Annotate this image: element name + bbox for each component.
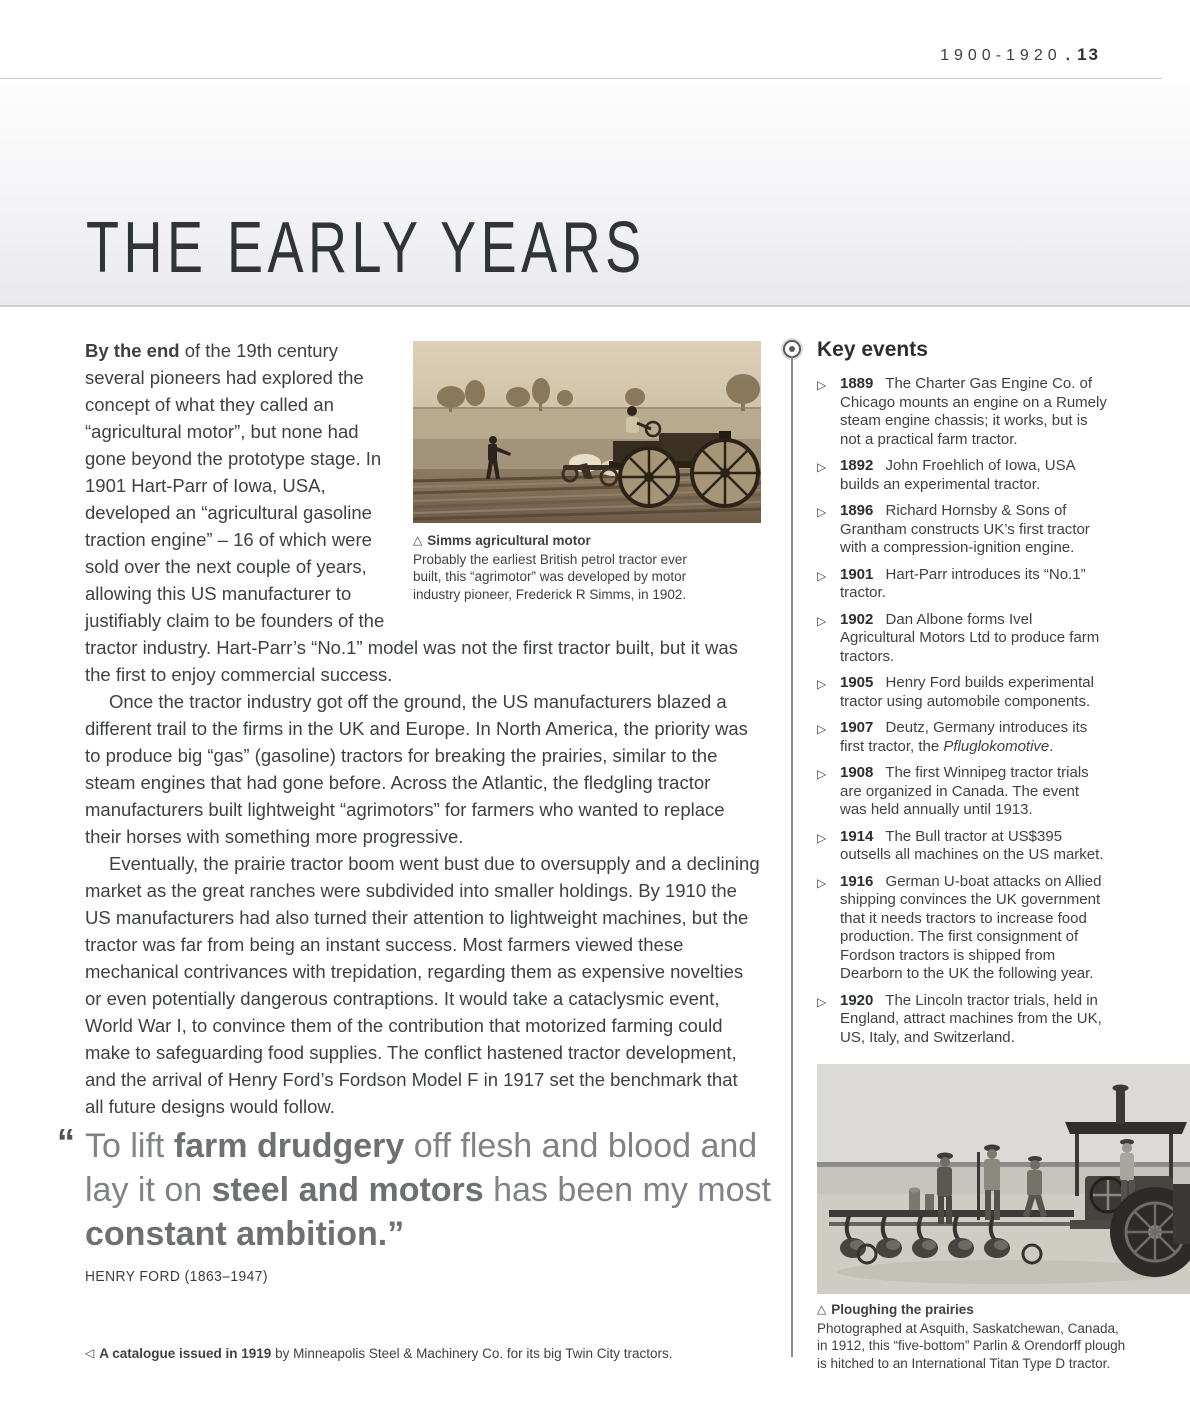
- ploughing-prairies-photo: [817, 1064, 1190, 1294]
- paragraph-3: Eventually, the prairie tractor boom went bust due to oversupply and a declining market as the great ranches were subdivided into smaller holdings. By 1910 the US manufacturers had also turned their attention to lightweight machines, but the tractor was far from being an instant success. Most farmers viewed these mechanical contrivances with trepidation, regarding them as expensive novelties or even potentially dangerous contraptions. It would take a cataclysmic event, World War I, to convince them of the contribution that motorized farming could make to safeguarding food supplies. The conflict hastened tractor development, and the arrival of Henry Ford’s Fordson Model F in 1917 set the benchmark that all future designs would follow.: [85, 853, 760, 1117]
- key-event-year: 1914: [840, 827, 874, 845]
- key-event-item: [817, 764, 1109, 820]
- simms-photo-caption: [413, 532, 695, 603]
- key-event-year: 1907: [840, 719, 874, 736]
- pull-quote: [57, 1121, 805, 1286]
- right-triangle-bullet-icon: ▷: [817, 378, 827, 392]
- right-triangle-bullet-icon: ▷: [817, 767, 827, 781]
- key-event-text: The Bull tractor at US$395 outsells all machines on the US market.: [840, 827, 1104, 863]
- quote-segment: To lift: [85, 1127, 174, 1165]
- key-event-item: [817, 566, 1109, 603]
- key-event-item: [817, 992, 1109, 1048]
- simms-photo-figure: [413, 341, 761, 603]
- key-event-year: 1908: [840, 764, 874, 781]
- right-triangle-bullet-icon: ▷: [817, 613, 827, 628]
- key-event-item: [817, 674, 1109, 711]
- key-event-item: [817, 873, 1109, 984]
- quote-segment-bold: constant ambition.”: [85, 1215, 405, 1253]
- key-events-list: [817, 375, 1109, 1055]
- key-event-item: [817, 828, 1109, 865]
- quote-segment: off flesh and blood and lay it on: [85, 1127, 758, 1209]
- key-event-year: 1920: [840, 991, 874, 1009]
- key-event-text: The Lincoln tractor trials, held in England, attract machines from the UK, US, Italy, and Switzerland.: [840, 991, 1102, 1046]
- footnote-bold: A catalogue issued in 1919: [99, 1346, 272, 1361]
- right-triangle-bullet-icon: ▷: [817, 722, 827, 736]
- quote-segment-bold: steel and motors: [211, 1171, 484, 1209]
- key-event-text: Richard Hornsby & Sons of Grantham constructs UK’s first tractor with a compression-ignition engine.: [840, 502, 1090, 556]
- key-event-text: Dan Albone forms Ivel Agricultural Motors Ltd to produce farm tractors.: [840, 610, 1100, 665]
- key-events-heading: Key events: [817, 338, 928, 361]
- page-number: 13: [1077, 45, 1100, 64]
- key-event-text: Henry Ford builds experimental tractor using automobile components.: [840, 674, 1094, 710]
- quote-text: [57, 1121, 805, 1256]
- key-event-item: [817, 457, 1109, 494]
- right-triangle-bullet-icon: ▷: [817, 505, 827, 519]
- key-event-text: German U-boat attacks on Allied shipping convinces the UK government that it needs tractors to increase food production. The first consignment of Fordson tractors is shipped from Dearborn to the UK the following year.: [840, 872, 1102, 982]
- key-event-text: Deutz, Germany introduces its first tractor, the Pfluglokomotive.: [840, 719, 1088, 755]
- key-event-year: 1905: [840, 674, 874, 691]
- caption-body: Probably the earliest British petrol tractor ever built, this “agrimotor” was developed by motor industry pioneer, Frederick R Simms, in 1902.: [413, 551, 687, 602]
- key-event-year: 1889: [840, 375, 874, 392]
- footnote-caption: [85, 1346, 705, 1361]
- key-event-text: John Froehlich of Iowa, USA builds an experimental tractor.: [840, 457, 1075, 493]
- header-separator: .: [1065, 47, 1071, 64]
- right-triangle-bullet-icon: ▷: [817, 875, 827, 890]
- right-triangle-bullet-icon: ▷: [817, 677, 827, 691]
- key-event-item: [817, 502, 1109, 558]
- quote-attribution: HENRY FORD (1863–1947): [85, 1268, 268, 1285]
- caption-body: Photographed at Asquith, Saskatchewan, Canada, in 1912, this “five-bottom” Parlin & Orendorff plough is hitched to an International Titan Type D tractor.: [817, 1320, 1126, 1371]
- paragraph-1-rest: of the 19th century several pioneers had explored the concept of what they called an “agricultural motor”, but none had gone beyond the prototype stage. In 1901 Hart-Parr of Iowa, USA, developed an “agricultural gasoline traction engine” – 16 of which were sold over the next couple of years, allowing this US manufacturer to justifiably claim to be founders of the tractor industry. Hart-Parr’s “No.1” model was not the first tractor built, but it was the first to enjoy commercial success.: [85, 340, 738, 685]
- paragraph-1-lead: By the end: [85, 340, 180, 361]
- left-triangle-icon: ◁: [85, 1346, 95, 1360]
- key-event-text: The Charter Gas Engine Co. of Chicago mounts an engine on a Rumely steam engine chassis; it works, but is not a practical farm tractor.: [840, 375, 1107, 448]
- right-triangle-bullet-icon: ▷: [817, 568, 827, 583]
- quote-segment: has been my most: [483, 1171, 771, 1209]
- key-event-text: Hart-Parr introduces its “No.1” tractor.: [840, 565, 1086, 601]
- page-header: [940, 45, 1100, 65]
- timeline-rule: [791, 356, 793, 1357]
- key-event-item: [817, 611, 1109, 667]
- header-era: 1900-1920: [940, 47, 1062, 64]
- paragraph-2: Once the tractor industry got off the ground, the US manufacturers blazed a different trail to the firms in the UK and Europe. In North America, the priority was to produce big “gas” (gasoline) tractors for breaking the prairies, similar to the steam engines that had gone before. Across the Atlantic, the fledgling tractor manufacturers built lightweight “agrimotors” for farmers who wanted to replace their horses with something more progressive.: [85, 691, 748, 847]
- caption-title: Simms agricultural motor: [427, 533, 591, 548]
- page-title: THE EARLY YEARS: [86, 208, 646, 288]
- caption-title: Ploughing the prairies: [831, 1302, 974, 1317]
- key-event-year: 1916: [840, 872, 874, 890]
- key-event-item: [817, 719, 1109, 756]
- up-triangle-icon: △: [817, 1302, 827, 1316]
- key-event-text: The first Winnipeg tractor trials are organized in Canada. The event was held annually until 1913.: [840, 764, 1089, 818]
- key-event-year: 1902: [840, 610, 874, 628]
- simms-agrimotor-photo: [413, 341, 761, 523]
- ploughing-photo-caption: [817, 1301, 1129, 1372]
- up-triangle-icon: △: [413, 533, 423, 547]
- key-event-year: 1901: [840, 565, 874, 583]
- quote-segment-bold: farm drudgery: [173, 1127, 405, 1165]
- ploughing-photo-figure: [817, 1064, 1190, 1294]
- right-triangle-bullet-icon: ▷: [817, 460, 827, 474]
- right-triangle-bullet-icon: ▷: [817, 994, 827, 1009]
- footnote-rest: by Minneapolis Steel & Machinery Co. for its big Twin City tractors.: [271, 1346, 673, 1361]
- key-event-year: 1892: [840, 457, 874, 474]
- right-triangle-bullet-icon: ▷: [817, 830, 827, 845]
- article-body: [85, 337, 761, 1120]
- key-event-item: [817, 375, 1109, 449]
- open-quote-icon: “: [57, 1121, 75, 1162]
- key-event-year: 1896: [840, 502, 874, 519]
